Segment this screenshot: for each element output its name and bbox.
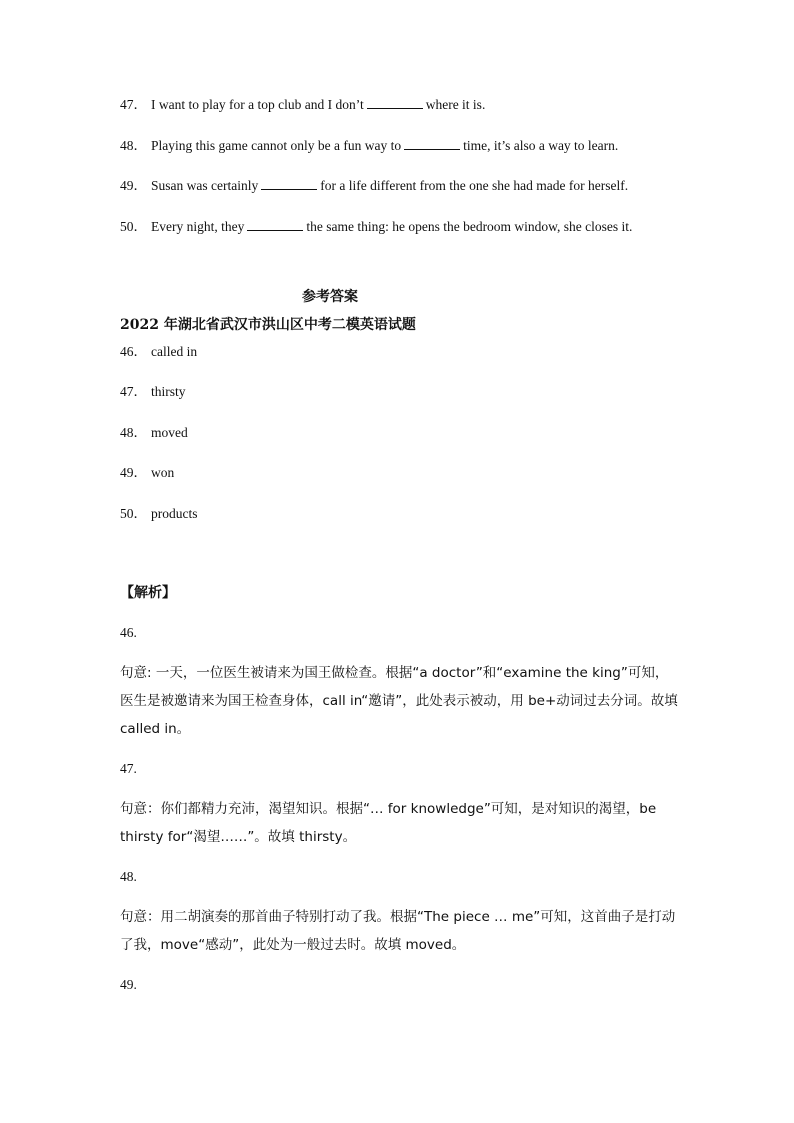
exam-title: 2022 年湖北省武汉市洪山区中考二模英语试题	[120, 317, 416, 333]
answer-49: 49． won	[120, 465, 175, 480]
analysis-46-text: 句意: 一天，一位医生被请来为国王做检查。根据“a doctor”和“examine the king”可知，医生是被邀请来为国王检查身体，call in“邀请”，此处表示被动，用 be+动词过去分词。故填 called in。	[120, 665, 678, 737]
answer-50: 50． products	[120, 506, 198, 521]
analysis-48-text: 句意：用二胡演奏的那首曲子特别打动了我。根据“The piece … me”可知，这首曲子是打动了我，move“感动”，此处为一般过去时。故填 moved。	[120, 909, 676, 953]
answer-blank	[247, 218, 303, 231]
question-47: 47． I want to play for a top club and I don’t where it is.	[120, 97, 486, 112]
answer-blank	[404, 137, 460, 150]
analysis-49-number: 49.	[120, 977, 137, 992]
answer-48: 48． moved	[120, 425, 188, 440]
answer-key-heading: 参考答案	[302, 289, 358, 305]
analysis-title: 【解析】	[120, 585, 176, 601]
question-48: 48． Playing this game cannot only be a fun way to time, it’s also a way to learn.	[120, 138, 619, 153]
question-49: 49． Susan was certainly for a life different from the one she had made for herself.	[120, 178, 629, 193]
answer-blank	[367, 96, 423, 109]
analysis-47-number: 47.	[120, 761, 137, 776]
answer-46: 46． called in	[120, 344, 198, 359]
answer-blank	[261, 177, 317, 190]
question-50: 50． Every night, they the same thing: he opens the bedroom window, she closes it.	[120, 219, 633, 234]
analysis-46-number: 46.	[120, 625, 137, 640]
answer-47: 47． thirsty	[120, 384, 186, 399]
analysis-48-number: 48.	[120, 869, 137, 884]
analysis-47-text: 句意：你们都精力充沛，渴望知识。根据“… for knowledge”可知，是对知识的渴望，be thirsty for“渴望……”。故填 thirsty。	[120, 801, 657, 845]
